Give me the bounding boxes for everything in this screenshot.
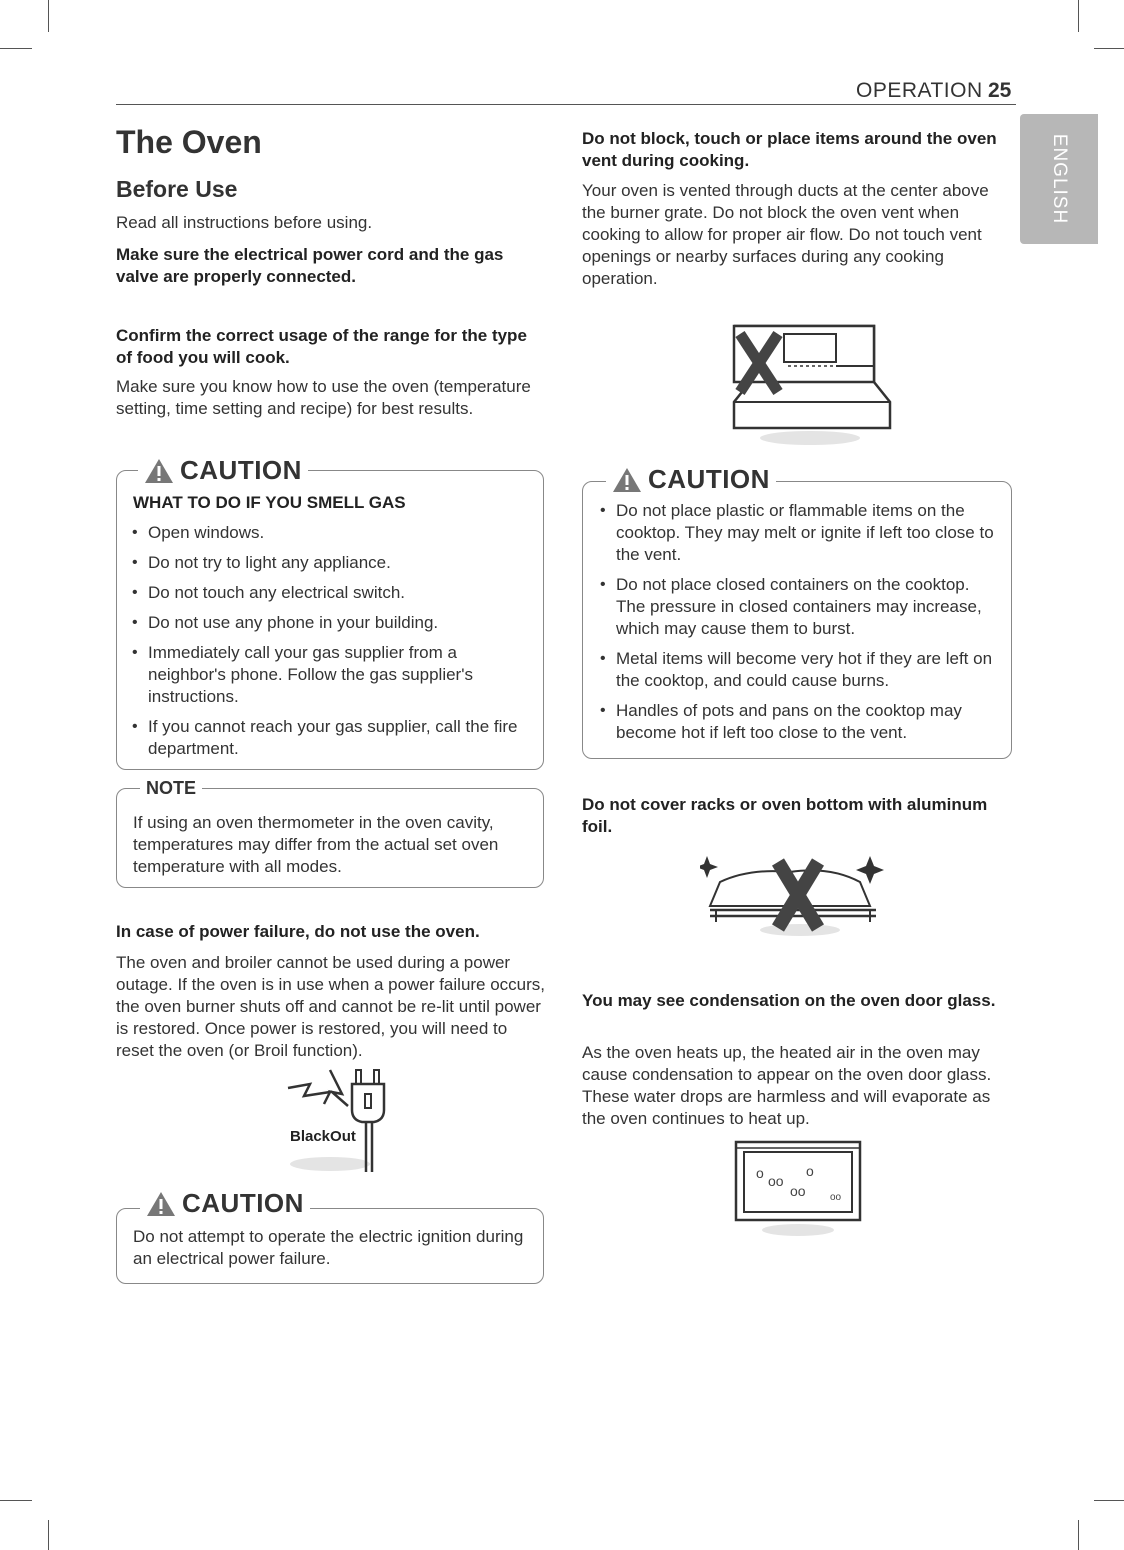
warning-icon xyxy=(144,457,174,485)
intro-text: Read all instructions before using. xyxy=(116,213,373,232)
ignition-caution-text: Do not attempt to operate the electric ignition during an electrical power failure. xyxy=(133,1227,524,1268)
list-item: • Do not use any phone in your building. xyxy=(130,612,530,634)
language-tab-label: ENGLISH xyxy=(1049,133,1070,225)
vent-text: Your oven is vented through ducts at the center above the burner grate. Do not block the oven vent when cooking to allow for proper air flow. Do not touch vent openings or nearby surfaces during any cooking operation. xyxy=(582,181,989,288)
crop-mark xyxy=(48,1520,49,1550)
note-text: If using an oven thermometer in the oven cavity, temperatures may differ from the actual set oven temperature with all modes. xyxy=(133,813,499,876)
section-subtitle: Before Use xyxy=(116,176,238,202)
caution-label: CAUTION xyxy=(180,455,302,485)
cooktop-list xyxy=(598,500,1003,752)
usage-text: Make sure you know how to use the oven (temperature setting, time setting and recipe) for best results. xyxy=(116,377,531,418)
vent-heading: Do not block, touch or place items around the oven vent during cooking. xyxy=(582,129,997,170)
svg-text:oo: oo xyxy=(768,1173,784,1189)
svg-text:o: o xyxy=(806,1163,814,1179)
warning-icon xyxy=(146,1190,176,1218)
language-tab xyxy=(1020,114,1098,244)
svg-text:o: o xyxy=(756,1165,764,1181)
list-item: • Do not try to light any appliance. xyxy=(130,552,530,574)
power-failure-heading: In case of power failure, do not use the oven. xyxy=(116,922,480,941)
caution-title-cooktop xyxy=(606,464,776,495)
list-item: • Handles of pots and pans on the cooktop may become hot if left too close to the vent. xyxy=(598,700,1003,744)
svg-text:oo: oo xyxy=(790,1183,806,1199)
gas-list xyxy=(130,522,530,768)
gas-heading: WHAT TO DO IF YOU SMELL GAS xyxy=(133,493,406,512)
list-item: • Open windows. xyxy=(130,522,530,544)
power-cord-heading: Make sure the electrical power cord and the gas valve are properly connected. xyxy=(116,245,504,286)
list-item: • Do not place closed containers on the cooktop. The pressure in closed containers may increase, which may cause them to burst. xyxy=(598,574,1003,640)
page-number: 25 xyxy=(988,79,1012,102)
warning-icon xyxy=(612,466,642,494)
blackout-label: BlackOut xyxy=(290,1128,356,1145)
page-title: The Oven xyxy=(116,124,262,160)
note-label: NOTE xyxy=(146,778,197,798)
blackout-plug-illustration xyxy=(270,1064,420,1176)
usage-heading: Confirm the correct usage of the range for the type of food you will cook. xyxy=(116,326,527,367)
crop-mark xyxy=(1094,1500,1124,1501)
caution-label: CAUTION xyxy=(648,464,770,494)
foil-heading: Do not cover racks or oven bottom with aluminum foil. xyxy=(582,795,988,836)
section-label: OPERATION xyxy=(856,79,983,102)
power-failure-text: The oven and broiler cannot be used during a power outage. If the oven is in use when a power failure occurs, the oven burner shuts off and cannot be re-lit until power is restored. Once power is restored, you will need to reset the oven (or Broil function). xyxy=(116,953,546,1060)
list-item: • If you cannot reach your gas supplier, call the fire department. xyxy=(130,716,530,760)
foil-rack-illustration xyxy=(700,852,886,938)
list-item: • Metal items will become very hot if they are left on the cooktop, and could cause burns. xyxy=(598,648,1003,692)
oven-vent-illustration xyxy=(728,322,896,446)
svg-text:oo: oo xyxy=(830,1192,842,1203)
crop-mark xyxy=(0,48,32,49)
crop-mark xyxy=(1094,48,1124,49)
caution-label: CAUTION xyxy=(182,1188,304,1218)
condensation-heading: You may see condensation on the oven door glass. xyxy=(582,991,996,1010)
list-item: • Do not place plastic or flammable items on the cooktop. They may melt or ignite if left too close to the vent. xyxy=(598,500,1003,566)
crop-mark xyxy=(1078,1520,1079,1550)
crop-mark xyxy=(48,0,49,32)
caution-title-gas xyxy=(138,455,308,486)
oven-door-condensation-illustration xyxy=(734,1140,864,1238)
crop-mark xyxy=(1078,0,1079,32)
crop-mark xyxy=(0,1500,32,1501)
condensation-text: As the oven heats up, the heated air in the oven may cause condensation to appear on the oven door glass. These water drops are harmless and will evaporate as the oven continues to heat up. xyxy=(582,1043,992,1128)
list-item: • Immediately call your gas supplier from a neighbor's phone. Follow the gas supplier's instructions. xyxy=(130,642,530,708)
caution-title-ignition xyxy=(140,1188,310,1219)
header-rule xyxy=(116,104,1016,105)
note-title xyxy=(140,778,202,799)
list-item: • Do not touch any electrical switch. xyxy=(130,582,530,604)
